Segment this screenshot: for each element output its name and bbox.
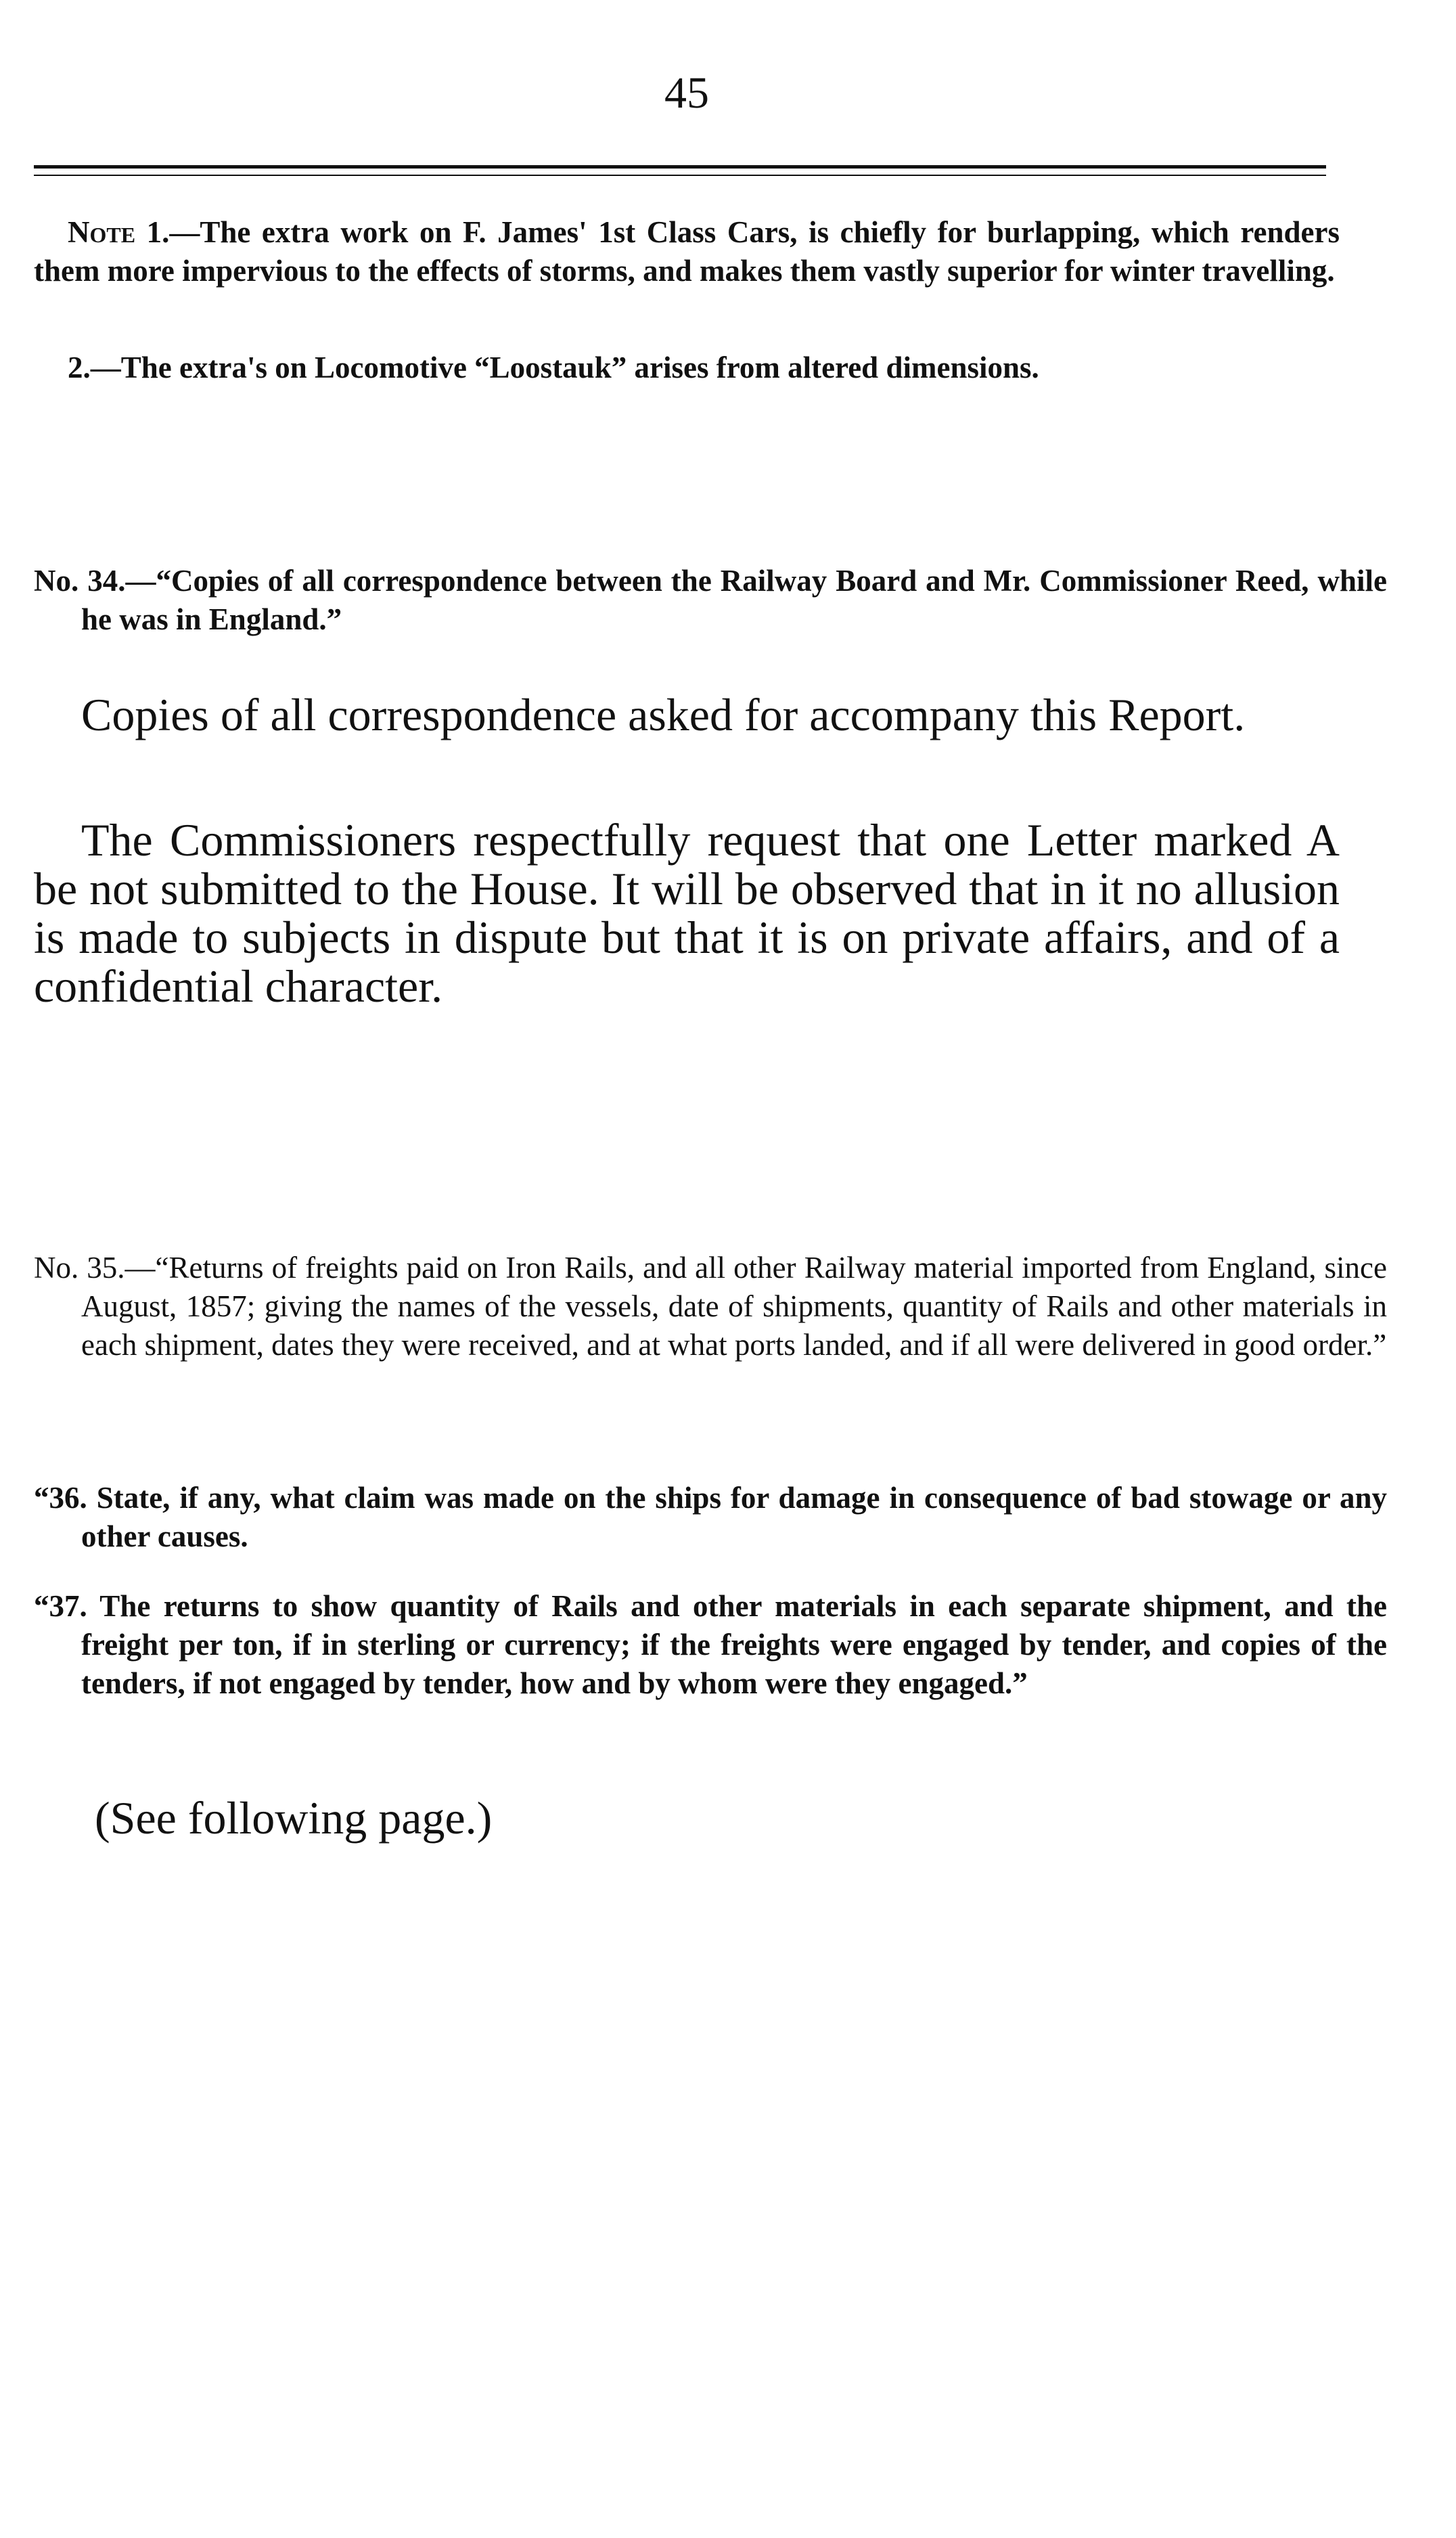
item-36-question: “36. State, if any, what claim was made on the ships for damage in consequence of bad stowage or any other causes. (34, 1481, 1387, 1553)
item-35-question: No. 35.—“Returns of freights paid on Iron Rails, and all other Railway material imported from England, since August, 1857; giving the names of the vessels, date of shipments, quantity of Rails and other materials in each shipment, dates they were received, and at what ports landed, and if all were delivered in good order.” (34, 1251, 1387, 1362)
note-2 (34, 349, 1340, 387)
see-following-page: (See following page.) (95, 1792, 493, 1844)
item-37-question: “37. The returns to show quantity of Rails and other materials in each separate shipment, and the freight per ton, if in sterling or currency; if the freights were engaged by tender, and copies of the tenders, if not engaged by tender, how and by whom were they engaged.” (34, 1589, 1387, 1700)
item-34-question: No. 34.—“Copies of all correspondence between the Railway Board and Mr. Commissioner Reed, while he was in England.” (34, 564, 1387, 636)
note-1-label: Note (68, 215, 136, 249)
header-rule-thin (34, 175, 1326, 176)
page-number: 45 (664, 68, 709, 118)
header-rule-thick (34, 165, 1326, 169)
note-2-text: 2.—The extra's on Locomotive “Loostauk” arises from altered dimensions. (68, 351, 1039, 384)
item-34-answer-2: The Commissioners respectfully request that one Letter marked A be not submitted to the House. It will be observed that in it no allusion is made to subjects in dispute but that it is on private affairs, and of a confidential character. (34, 814, 1340, 1012)
item-34-answer-1: Copies of all correspondence asked for accompany this Report. (81, 689, 1246, 740)
note-1-text: 1.—The extra work on F. James' 1st Class Cars, is chiefly for burlapping, which renders them more impervious to the effects of storms, and makes them vastly superior for winter travelling. (34, 215, 1340, 288)
note-1 (34, 213, 1340, 290)
